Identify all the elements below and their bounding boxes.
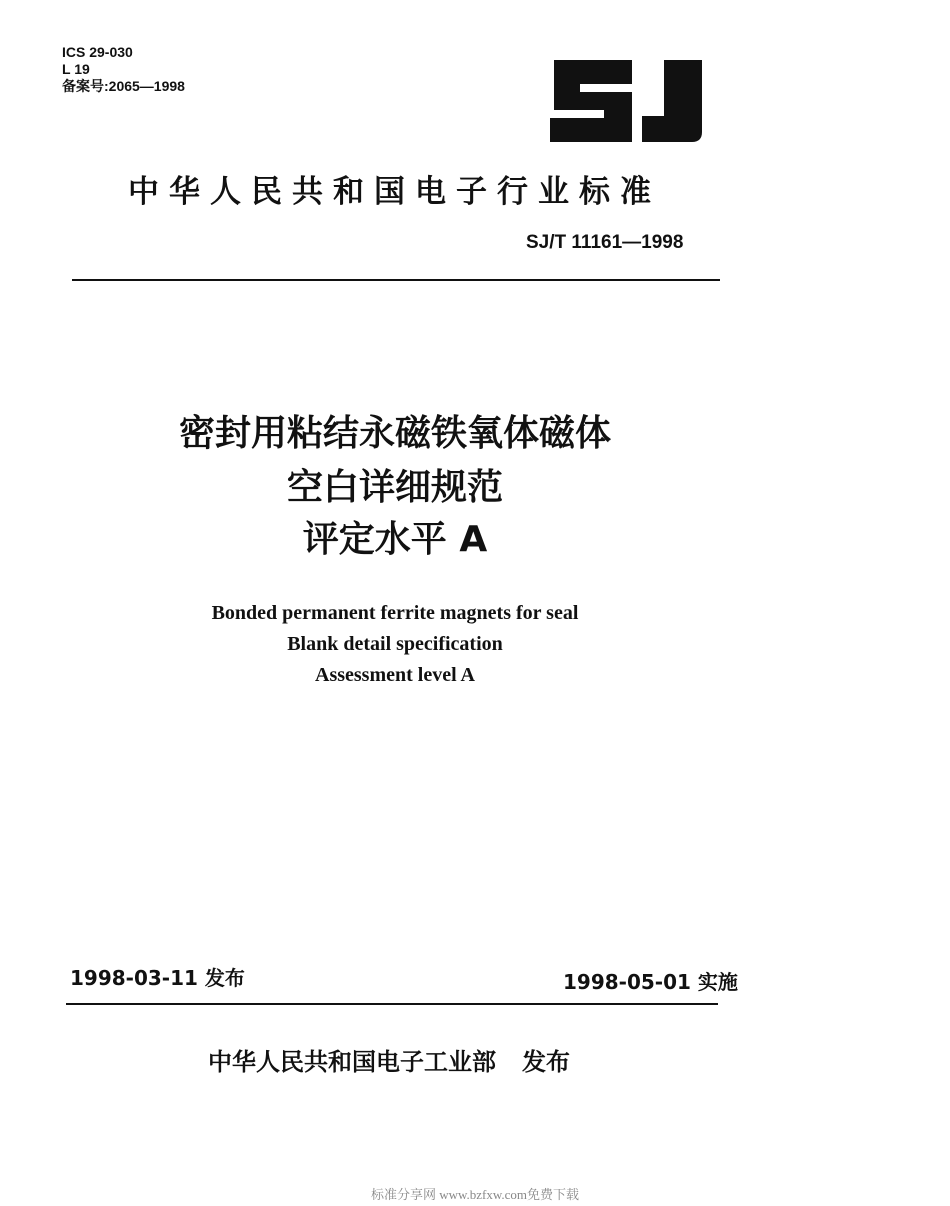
- bottom-divider: [66, 1003, 718, 1005]
- issuer-line: [208, 1042, 570, 1077]
- issuer-action: 发布: [522, 1048, 570, 1076]
- title-cn-line1: 密封用粘结永磁铁氧体磁体: [178, 413, 611, 454]
- title-cn-line3: 评定水平 A: [302, 519, 488, 560]
- sj-logo: [546, 58, 706, 144]
- ics-code: ICS 29-030: [62, 44, 133, 60]
- title-en-line1: Bonded permanent ferrite magnets for seal: [211, 602, 579, 624]
- header-meta: [62, 44, 185, 95]
- class-code: L 19: [62, 61, 90, 77]
- sj-logo-s-icon: [550, 60, 632, 142]
- issuer-name: 中华人民共和国电子工业部: [208, 1048, 496, 1076]
- top-divider: [72, 279, 720, 281]
- effective-date: 1998-05-01 实施: [563, 970, 738, 994]
- title-en-line2: Blank detail specification: [287, 633, 503, 655]
- footer-watermark: 标准分享网 www.bzfxw.com免费下载: [370, 1187, 580, 1202]
- record-number: 备案号:2065—1998: [62, 78, 185, 94]
- title-cn-line2: 空白详细规范: [286, 467, 503, 508]
- standard-code: SJ/T 11161—1998: [526, 232, 684, 253]
- sj-logo-j-icon: [642, 60, 702, 142]
- standard-title: 中华人民共和国电子行业标准: [128, 174, 661, 210]
- title-en-line3: Assessment level A: [315, 664, 475, 686]
- issue-date: 1998-03-11 发布: [70, 966, 245, 990]
